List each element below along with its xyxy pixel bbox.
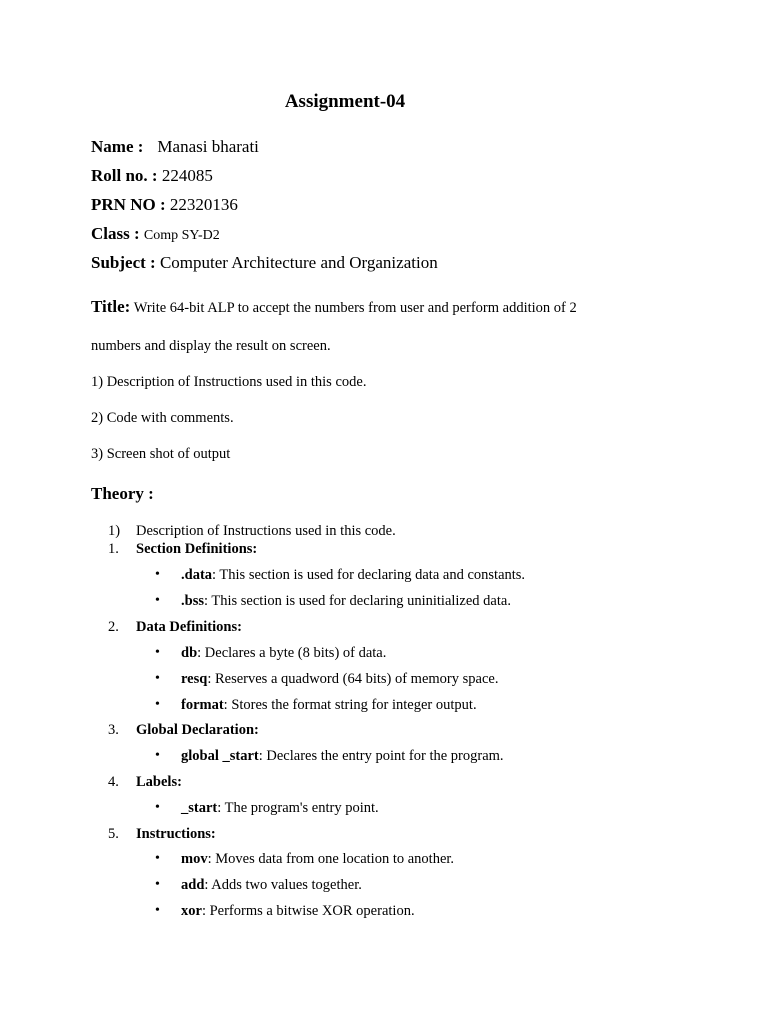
- bullet-icon: •: [155, 877, 160, 892]
- section-heading: Labels:: [136, 774, 182, 790]
- bullet-icon: •: [155, 748, 160, 763]
- bullet-icon: •: [155, 645, 160, 660]
- list-item: .data: This section is used for declaring data and constants.: [181, 567, 526, 583]
- section-heading: Section Definitions:: [136, 541, 258, 557]
- list-item: db: Declares a byte (8 bits) of data.: [181, 645, 387, 661]
- section-heading: Instructions:: [136, 826, 216, 842]
- assignment-title-line: [91, 297, 577, 317]
- bullet-icon: •: [155, 593, 160, 608]
- field-roll-no-label: Roll no. :: [91, 166, 158, 185]
- list-item: format: Stores the format string for integer output.: [181, 697, 477, 713]
- section-number: 4.: [108, 774, 119, 790]
- theory-heading: Theory :: [91, 484, 154, 503]
- bullet-icon: •: [155, 903, 160, 918]
- section-heading: Data Definitions:: [136, 619, 242, 635]
- task-item: 1) Description of Instructions used in this code.: [91, 374, 367, 390]
- task-item: 3) Screen shot of output: [91, 446, 231, 462]
- document-title: Assignment-04: [284, 91, 406, 112]
- section-number: 1.: [108, 541, 119, 557]
- field-roll-no-value: 224085: [161, 166, 213, 185]
- field-name: [91, 137, 259, 157]
- list-item: .bss: This section is used for declaring uninitialized data.: [181, 593, 511, 609]
- list-item: xor: Performs a bitwise XOR operation.: [181, 903, 415, 919]
- section-number: 5.: [108, 826, 119, 842]
- field-prn-value: 22320136: [169, 195, 238, 214]
- bullet-icon: •: [155, 851, 160, 866]
- field-prn: [91, 195, 238, 215]
- theory-first-number: 1): [108, 523, 121, 539]
- list-item: _start: The program's entry point.: [181, 800, 379, 816]
- list-item: resq: Reserves a quadword (64 bits) of memory space.: [181, 671, 499, 687]
- assignment-title-text: Write 64-bit ALP to accept the numbers from user and perform addition of 2: [133, 300, 577, 316]
- bullet-icon: •: [155, 671, 160, 686]
- field-name-value: Manasi bharati: [157, 137, 259, 156]
- list-item: global _start: Declares the entry point for the program.: [181, 748, 504, 764]
- section-number: 2.: [108, 619, 119, 635]
- section-number: 3.: [108, 722, 119, 738]
- field-subject-label: Subject :: [91, 253, 156, 272]
- bullet-icon: •: [155, 800, 160, 815]
- field-class: [91, 224, 220, 244]
- list-item: add: Adds two values together.: [181, 877, 362, 893]
- field-subject: [91, 253, 438, 273]
- bullet-icon: •: [155, 567, 160, 582]
- field-roll-no: [91, 166, 213, 186]
- field-prn-label: PRN NO :: [91, 195, 166, 214]
- section-heading: Global Declaration:: [136, 722, 259, 738]
- bullet-icon: •: [155, 697, 160, 712]
- assignment-title-label: Title:: [91, 297, 131, 316]
- theory-first-text: Description of Instructions used in this code.: [136, 523, 396, 539]
- list-item: mov: Moves data from one location to another.: [181, 851, 455, 867]
- task-item: 2) Code with comments.: [91, 410, 234, 426]
- field-name-label: Name :: [91, 137, 144, 156]
- assignment-title-continuation: numbers and display the result on screen.: [91, 338, 331, 354]
- field-subject-value: Computer Architecture and Organization: [159, 253, 438, 272]
- field-class-value: Comp SY-D2: [143, 228, 220, 243]
- field-class-label: Class :: [91, 224, 140, 243]
